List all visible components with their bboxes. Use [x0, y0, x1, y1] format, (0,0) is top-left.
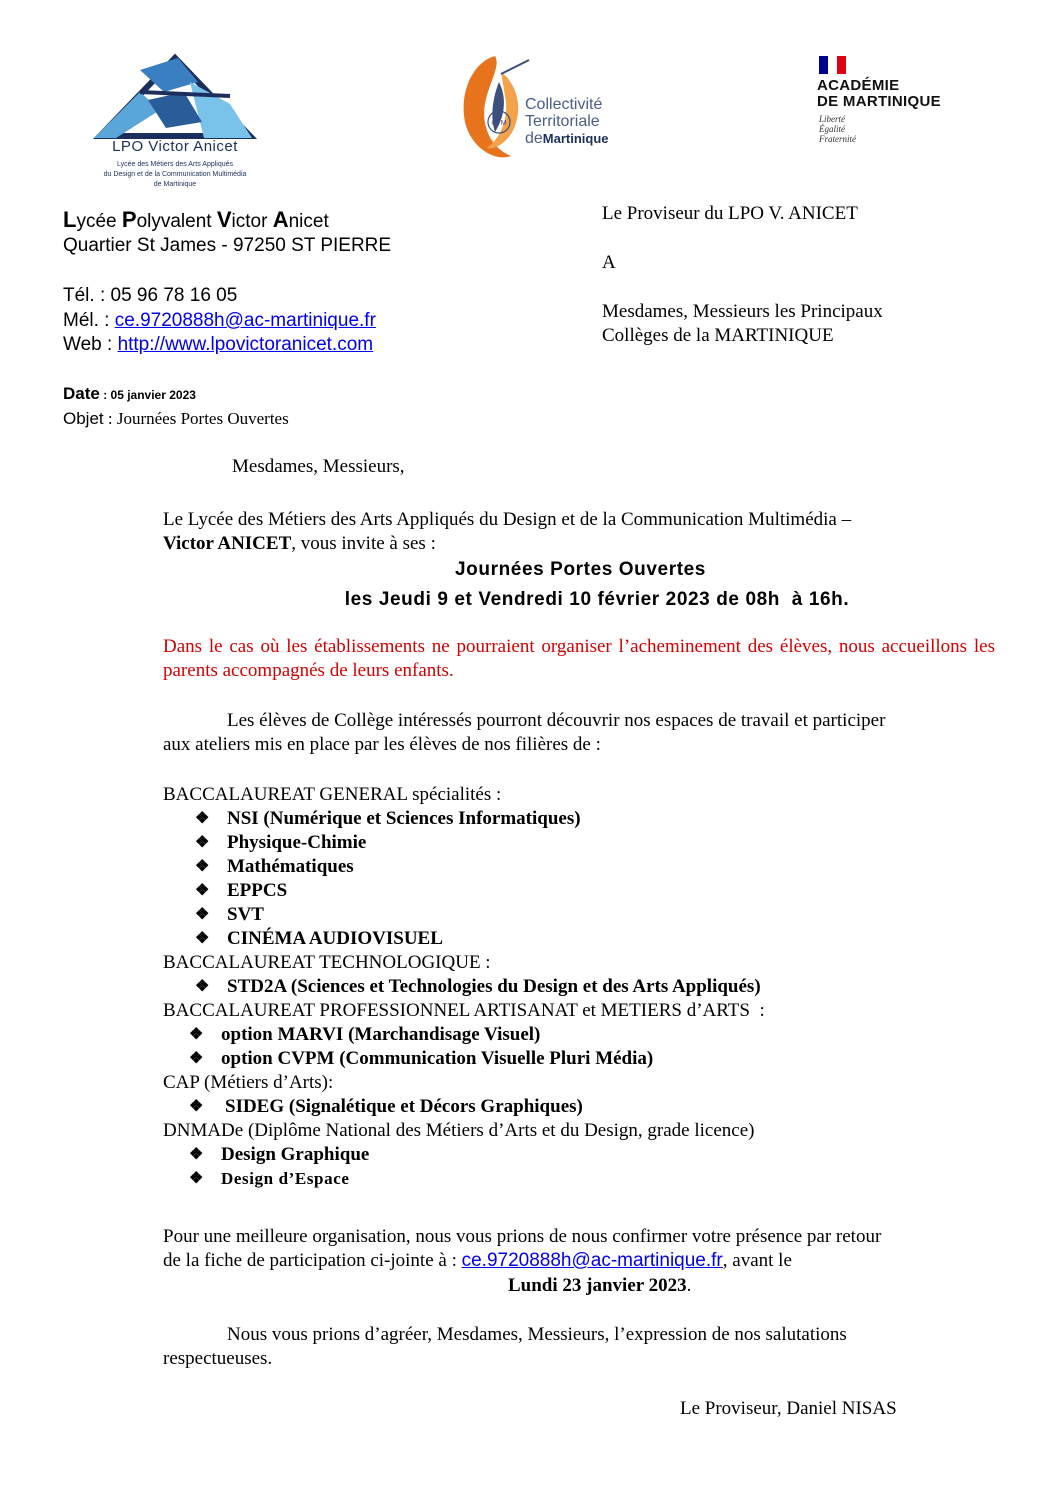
list-item: ❖ option MARVI (Marchandisage Visuel): [189, 1024, 541, 1045]
sender-website-link[interactable]: http://www.lpovictoranicet.com: [117, 334, 374, 355]
diamond-bullet-icon: ❖: [189, 1098, 204, 1115]
workshops-paragraph: Les élèves de Collège intéressés pourront découvrir nos espaces de travail et participer aux ateliers mis en place par les élèves de nos filières de :: [163, 710, 886, 755]
confirmation-email-link[interactable]: ce.9720888h@ac-martinique.fr: [461, 1250, 723, 1271]
lpo-logo-description: Lycée des Métiers des Arts Appliqués du Design et de la Communication Multimédia de Martinique: [103, 161, 247, 188]
list-item: ❖ Design Graphique: [189, 1144, 370, 1165]
list-item: ❖ option CVPM (Communication Visuelle Pluri Média): [189, 1048, 654, 1069]
academie-name: ACADÉMIE DE MARTINIQUE: [817, 77, 941, 110]
diamond-bullet-icon: ❖: [189, 1146, 204, 1163]
list-item: ❖ SIDEG (Signalétique et Décors Graphiques): [189, 1096, 583, 1117]
republic-motto: Liberté Égalité Fraternité: [819, 114, 856, 144]
confirmation-paragraph: Pour une meilleure organisation, nous vous prions de nous confirmer votre présence par retour de la fiche de participation ci-jointe à : ce.9720888h@ac-martinique.fr, avant le: [163, 1226, 882, 1271]
section-heading-bac-general: BACCALAUREAT GENERAL spécialités :: [163, 784, 502, 805]
sender-phone: Tél. : 05 96 78 16 05: [63, 285, 238, 306]
section-heading-bac-pro: BACCALAUREAT PROFESSIONNEL ARTISANAT et METIERS d’ARTS :: [163, 1000, 765, 1021]
hummingbird-icon: [455, 52, 535, 164]
list-item: ❖ STD2A (Sciences et Technologies du Design et des Arts Appliqués): [195, 976, 761, 997]
intro-paragraph: Le Lycée des Métiers des Arts Appliqués du Design et de la Communication Multimédia – Victor ANICET, vous invite à ses :: [163, 509, 852, 554]
diamond-bullet-icon: ❖: [195, 930, 210, 947]
diamond-bullet-icon: ❖: [195, 882, 210, 899]
list-item: ❖ Mathématiques: [195, 856, 354, 877]
section-heading-dnmade: DNMADe (Diplôme National des Métiers d’Arts et du Design, grade licence): [163, 1120, 755, 1141]
list-item: ❖ CINÉMA AUDIOVISUEL: [195, 928, 443, 949]
sender-address: Quartier St James - 97250 ST PIERRE: [63, 235, 392, 256]
diamond-bullet-icon: ❖: [195, 978, 210, 995]
diamond-bullet-icon: ❖: [189, 1050, 204, 1067]
ctm-logo-text: Collectivité Territoriale deMartinique: [525, 96, 609, 147]
confirmation-deadline: Lundi 23 janvier 2023.: [508, 1275, 692, 1296]
lpo-triangle-icon: [80, 52, 270, 140]
list-item: ❖ SVT: [195, 904, 264, 925]
diamond-bullet-icon: ❖: [195, 834, 210, 851]
ctm-logo: [445, 52, 635, 172]
letter-from: Le Proviseur du LPO V. ANICET: [602, 203, 858, 224]
sender-email-link[interactable]: ce.9720888h@ac-martinique.fr: [114, 310, 376, 331]
diamond-bullet-icon: ❖: [195, 858, 210, 875]
letter-date: Date : 05 janvier 2023: [63, 384, 196, 403]
list-item: ❖ NSI (Numérique et Sciences Informatiques): [195, 808, 581, 829]
event-title: Journées Portes Ouvertes: [455, 559, 706, 580]
section-heading-bac-techno: BACCALAUREAT TECHNOLOGIQUE :: [163, 952, 491, 973]
salutation: Mesdames, Messieurs,: [232, 456, 405, 477]
sender-name: Lycée Polyvalent Victor Anicet: [63, 207, 329, 232]
section-heading-cap: CAP (Métiers d’Arts):: [163, 1072, 334, 1093]
list-item: ❖ EPPCS: [195, 880, 288, 901]
academie-logo: [815, 56, 975, 156]
lpo-logo: [80, 52, 270, 212]
diamond-bullet-icon: ❖: [195, 810, 210, 827]
programs-list: [163, 783, 1023, 1191]
recipient-line-1: Mesdames, Messieurs les Principaux: [602, 301, 883, 322]
diamond-bullet-icon: ❖: [189, 1170, 204, 1187]
lpo-logo-name: LPO Victor Anicet: [112, 138, 238, 155]
sender-website: Web : http://www.lpovictoranicet.com: [63, 334, 374, 355]
diamond-bullet-icon: ❖: [189, 1026, 204, 1043]
letter-subject: Objet : Journées Portes Ouvertes: [63, 409, 289, 428]
signature: Le Proviseur, Daniel NISAS: [680, 1398, 897, 1419]
french-flag-icon: [819, 56, 845, 74]
list-item: ❖ Design d’Espace: [221, 1167, 1023, 1191]
recipient-line-2: Collèges de la MARTINIQUE: [602, 325, 834, 346]
letter-a: A: [602, 252, 616, 273]
sender-email: Mél. : ce.9720888h@ac-martinique.fr: [63, 310, 376, 331]
event-dates: les Jeudi 9 et Vendredi 10 février 2023 de 08h à 16h.: [344, 589, 850, 610]
list-item: ❖ Physique-Chimie: [195, 832, 367, 853]
red-notice: Dans le cas où les établissements ne pourraient organiser l’acheminement des élèves, nous accueillons les parents accompagnés de leurs enfants.: [163, 636, 995, 681]
ctm-badge: CTM: [491, 120, 507, 127]
diamond-bullet-icon: ❖: [195, 906, 210, 923]
closing-paragraph: Nous vous prions d’agréer, Mesdames, Messieurs, l’expression de nos salutations respectueuses.: [163, 1324, 847, 1369]
